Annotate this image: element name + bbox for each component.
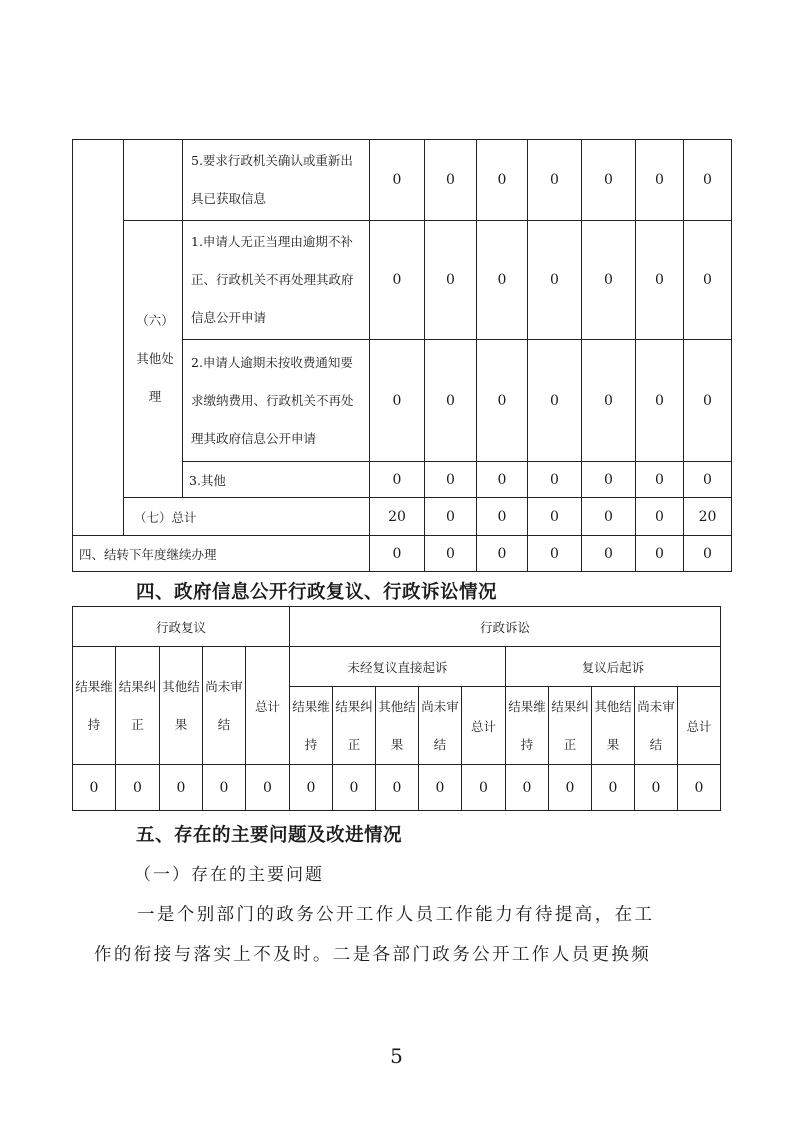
col-header: 尚未审结 — [635, 687, 678, 765]
col-header: 尚未审结 — [203, 647, 246, 765]
cell-value: 0 — [636, 140, 684, 221]
cell-value: 0 — [477, 340, 528, 462]
cell-value: 0 — [636, 498, 684, 536]
col-header: 结果纠正 — [116, 647, 160, 765]
cell-value: 0 — [684, 462, 732, 498]
col-header: 结果纠正 — [549, 687, 592, 765]
cell-value: 0 — [528, 340, 582, 462]
paragraph-line: 作的衔接与落实上不及时。二是各部门政务公开工作人员更换频 — [94, 945, 652, 965]
cell-value: 0 — [370, 140, 425, 221]
cell-value: 0 — [477, 462, 528, 498]
section-heading: 四、政府信息公开行政复议、行政诉讼情况 — [136, 582, 498, 603]
cell-value: 20 — [370, 498, 425, 536]
cell-value: 0 — [73, 765, 116, 811]
cell-value: 0 — [425, 221, 477, 340]
handling-results-table — [72, 139, 732, 572]
cell-value: 0 — [582, 536, 636, 572]
blank-cell — [124, 140, 183, 221]
col-header: 总计 — [246, 647, 290, 765]
cell-value: 0 — [425, 140, 477, 221]
cell-value: 0 — [477, 536, 528, 572]
cell-value: 0 — [684, 140, 732, 221]
cell-value: 0 — [549, 765, 592, 811]
carry-over-row — [73, 536, 732, 572]
outer-blank-cell — [73, 140, 124, 536]
cell-value: 0 — [477, 140, 528, 221]
col-header: 结果维持 — [290, 687, 333, 765]
cell-value: 0 — [592, 765, 635, 811]
cell-value: 0 — [582, 340, 636, 462]
col-header: 其他结果 — [376, 687, 419, 765]
row-label: 1.申请人无正当理由逾期不补正、行政机关不再处理其政府信息公开申请 — [183, 221, 370, 340]
cell-value: 0 — [636, 536, 684, 572]
table-row — [73, 140, 732, 221]
cell-value: 0 — [528, 462, 582, 498]
cell-value: 0 — [678, 765, 721, 811]
col-header: 总计 — [462, 687, 506, 765]
reconsideration-header: 行政复议 — [73, 607, 290, 647]
section-heading: 五、存在的主要问题及改进情况 — [136, 825, 403, 846]
col-header: 其他结果 — [592, 687, 635, 765]
cell-value: 0 — [477, 221, 528, 340]
carry-over-label: 四、结转下年度继续办理 — [73, 536, 370, 572]
page-number: 5 — [390, 1044, 403, 1068]
col-header: 总计 — [678, 687, 721, 765]
cell-value: 0 — [636, 340, 684, 462]
row-label: 2.申请人逾期未按收费通知要求缴纳费用、行政机关不再处理其政府信息公开申请 — [183, 340, 370, 462]
cell-value: 20 — [684, 498, 732, 536]
after-review-header: 复议后起诉 — [506, 647, 721, 687]
cell-value: 0 — [462, 765, 506, 811]
cell-value: 0 — [246, 765, 290, 811]
cell-value: 0 — [419, 765, 462, 811]
total-row — [73, 498, 732, 536]
subsection-heading: （一）存在的主要问题 — [134, 865, 324, 885]
row-label: 5.要求行政机关确认或重新出具已获取信息 — [183, 140, 370, 221]
cell-value: 0 — [425, 536, 477, 572]
table-row — [73, 221, 732, 340]
cell-value: 0 — [116, 765, 160, 811]
cell-value: 0 — [528, 140, 582, 221]
col-header: 结果纠正 — [333, 687, 376, 765]
cell-value: 0 — [477, 498, 528, 536]
cell-value: 0 — [636, 221, 684, 340]
col-header: 尚未审结 — [419, 687, 462, 765]
cell-value: 0 — [582, 221, 636, 340]
cell-value: 0 — [425, 462, 477, 498]
cell-value: 0 — [506, 765, 549, 811]
cell-value: 0 — [636, 462, 684, 498]
cell-value: 0 — [582, 140, 636, 221]
cell-value: 0 — [582, 462, 636, 498]
cell-value: 0 — [203, 765, 246, 811]
cell-value: 0 — [684, 221, 732, 340]
cell-value: 0 — [635, 765, 678, 811]
header-row — [73, 647, 721, 687]
litigation-header: 行政诉讼 — [290, 607, 721, 647]
cell-value: 0 — [333, 765, 376, 811]
review-litigation-table — [72, 606, 721, 811]
cell-value: 0 — [425, 340, 477, 462]
row-label: 3.其他 — [183, 462, 370, 498]
cell-value: 0 — [376, 765, 419, 811]
paragraph-line: 一是个别部门的政务公开工作人员工作能力有待提高，在工 — [137, 905, 655, 925]
cell-value: 0 — [528, 498, 582, 536]
cell-value: 0 — [290, 765, 333, 811]
cell-value: 0 — [684, 536, 732, 572]
cell-value: 0 — [425, 498, 477, 536]
cell-value: 0 — [582, 498, 636, 536]
cell-value: 0 — [528, 536, 582, 572]
cell-value: 0 — [370, 462, 425, 498]
cell-value: 0 — [370, 340, 425, 462]
header-row — [73, 607, 721, 647]
group-label: （六）其他处理 — [124, 221, 183, 498]
cell-value: 0 — [528, 221, 582, 340]
cell-value: 0 — [684, 340, 732, 462]
col-header: 结果维持 — [506, 687, 549, 765]
cell-value: 0 — [370, 221, 425, 340]
direct-suit-header: 未经复议直接起诉 — [290, 647, 506, 687]
col-header: 结果维持 — [73, 647, 116, 765]
value-row — [73, 765, 721, 811]
total-label: （七）总计 — [124, 498, 370, 536]
col-header: 其他结果 — [160, 647, 203, 765]
cell-value: 0 — [370, 536, 425, 572]
cell-value: 0 — [160, 765, 203, 811]
